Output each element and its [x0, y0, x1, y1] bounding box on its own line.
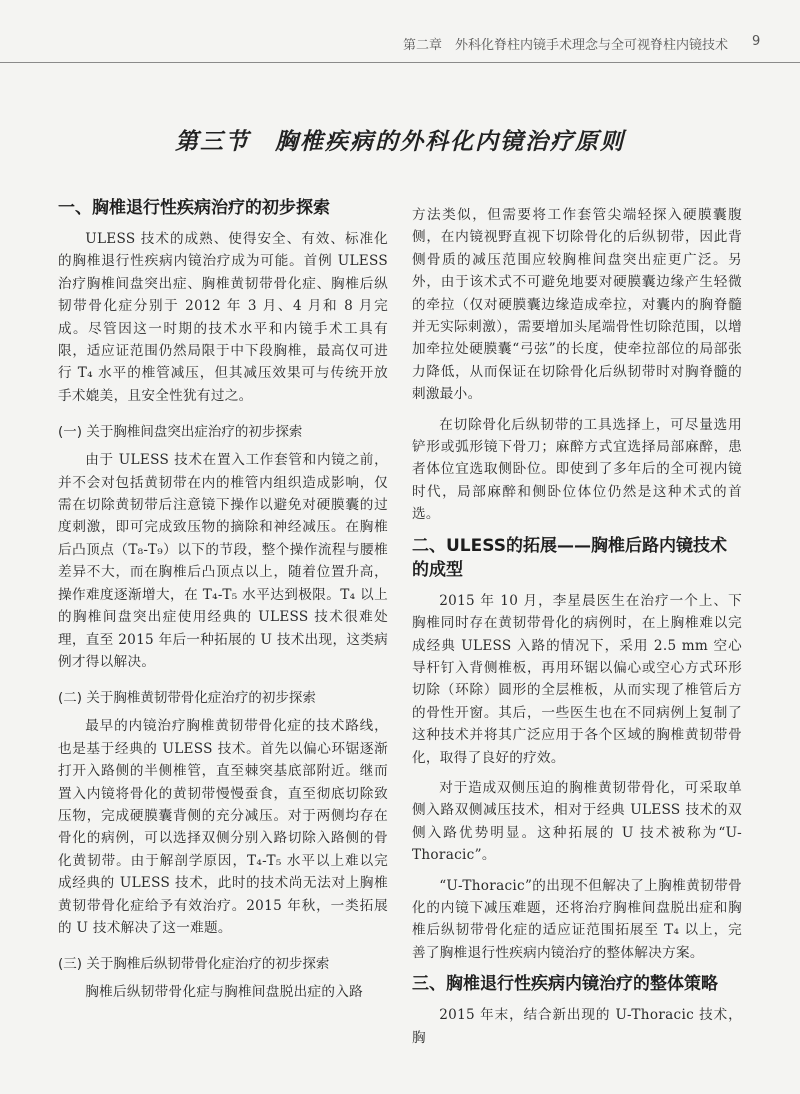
paragraph: ULESS 技术的成熟、使得安全、有效、标准化的胸椎退行性疾病内镜治疗成为可能。首例 ULESS 治疗胸椎间盘突出症、胸椎黄韧带骨化症、胸椎后纵韧带骨化症分别于 2012 年 3 月、4 月和 8 月完成。尽管因这一时期的技术水平和内镜手术工具有限，适应证范围仍然局限于中下段胸椎，最高仅可进行 T₄ 水平的椎管减压，但其减压效果可与传统开放手术媲美，且安全性犹有过之。 — [58, 231, 388, 404]
paragraph: 在切除骨化后纵韧带的工具选择上，可尽量选用铲形或弧形镜下骨刀；麻醉方式宜选择局部麻醉，患者体位宜选取侧卧位。即使到了多年后的全可视内镜时代，局部麻醉和侧卧位体位仍然是这种术式的首选。 — [412, 416, 742, 523]
heading-uless-extension: 二、ULESS的拓展——胸椎后路内镜技术的成型 — [412, 535, 727, 580]
subheading-disc-herniation: (一) 关于胸椎间盘突出症治疗的初步探索 — [58, 424, 303, 441]
right-column — [412, 204, 742, 1049]
paragraph: 由于 ULESS 技术在置入工作套管和内镜之前，并不会对包括黄韧带在内的椎管内组织造成影响，仅需在切除黄韧带后注意镜下操作以避免对硬膜囊的过度刺激，即可完成致压物的摘除和神经减压。在胸椎后凸顶点（T₈-T₉）以下的节段，整个操作流程与腰椎差异不大，而在胸椎后凸顶点以上，随着位置升高，操作难度逐渐增大，在 T₄-T₅ 水平达到极限。T₄ 以上的胸椎间盘突出症使用经典的 ULESS 技术很难处理，直至 2015 年后一种拓展的 U 技术出现，这类病例才得以解决。 — [58, 452, 389, 670]
paragraph: 方法类似，但需要将工作套管尖端轻探入硬膜囊腹侧，在内镜视野直视下切除骨化的后纵韧带，因此背侧骨质的减压范围应较胸椎间盘突出症更广泛。另外，由于该术式不可避免地要对硬膜囊边缘产生轻微的牵拉（仅对硬膜囊边缘造成牵拉，对囊内的胸脊髓并无实际刺激），需要增加头尾端骨性切除范围，以增加牵拉处硬膜囊“弓弦”的长度，使牵拉部位的局部张力降低，从而保证在切除骨化后纵韧带时对胸脊髓的刺激最小。 — [412, 207, 742, 403]
heading-thoracic-degenerative: 一、胸椎退行性疾病治疗的初步探索 — [58, 198, 330, 218]
paragraph: 2015 年末，结合新出现的 U-Thoracic 技术，胸 — [412, 1007, 742, 1046]
running-header — [0, 0, 800, 63]
section-title: 第三节 胸椎疾病的外科化内镜治疗原则 — [175, 128, 625, 155]
paragraph: 2015 年 10 月，李星晨医生在治疗一个上、下胸椎同时存在黄韧带骨化的病例时，在上胸椎难以完成经典 ULESS 入路的情况下，采用 2.5 mm 空心导杆钉入背侧椎板，再用环锯以偏心或空心方式环形切除（环除）圆形的全层椎板，从而实现了椎管后方的骨性开窗。其后，一些医生也在不同病例上复制了这种技术并将其广泛应用于各个区域的胸椎黄韧带骨化，取得了良好的疗效。 — [412, 592, 742, 766]
left-column — [58, 196, 388, 1004]
paragraph: 对于造成双侧压迫的胸椎黄韧带骨化，可采取单侧入路双侧减压技术，相对于经典 ULESS 技术的双侧入路优势明显。这种拓展的 U 技术被称为“U-Thoracic”。 — [412, 779, 742, 864]
chapter-title: 第二章 外科化脊柱内镜手术理念与全可视脊柱内镜技术 — [402, 38, 728, 53]
paragraph: 胸椎后纵韧带骨化症与胸椎间盘脱出症的入路 — [85, 984, 364, 1001]
page-number: 9 — [752, 34, 761, 49]
subheading-ligamentum-flavum: (二) 关于胸椎黄韧带骨化症治疗的初步探索 — [58, 690, 316, 707]
paragraph: “U-Thoracic”的出现不但解决了上胸椎黄韧带骨化的内镜下减压难题，还将治疗胸椎间盘脱出症和胸椎后纵韧带骨化症的适应证范围拓展至 T₄ 以上，完善了胸椎退行性疾病内镜治疗的整体解决方案。 — [412, 877, 742, 961]
heading-overall-strategy: 三、胸椎退行性疾病内镜治疗的整体策略 — [412, 974, 718, 995]
paragraph: 最早的内镜治疗胸椎黄韧带骨化症的技术路线，也是基于经典的 ULESS 技术。首先以偏心环锯逐渐打开入路侧的半侧椎管，直至棘突基底部附近。继而置入内镜将骨化的黄韧带慢慢蚕食，直至彻底切除致压物，完成硬膜囊背侧的充分减压。对于两侧均存在骨化的病例，可以选择双侧分别入路切除入路侧的骨化黄韧带。由于解剖学原因，T₄-T₅ 水平以上难以完成经典的 ULESS 技术，此时的技术尚无法对上胸椎黄韧带骨化症给予有效治疗。2015 年秋，一类拓展的 U 技术解决了这一难题。 — [58, 718, 388, 936]
subheading-pll-ossification: (三) 关于胸椎后纵韧带骨化症治疗的初步探索 — [58, 956, 330, 973]
